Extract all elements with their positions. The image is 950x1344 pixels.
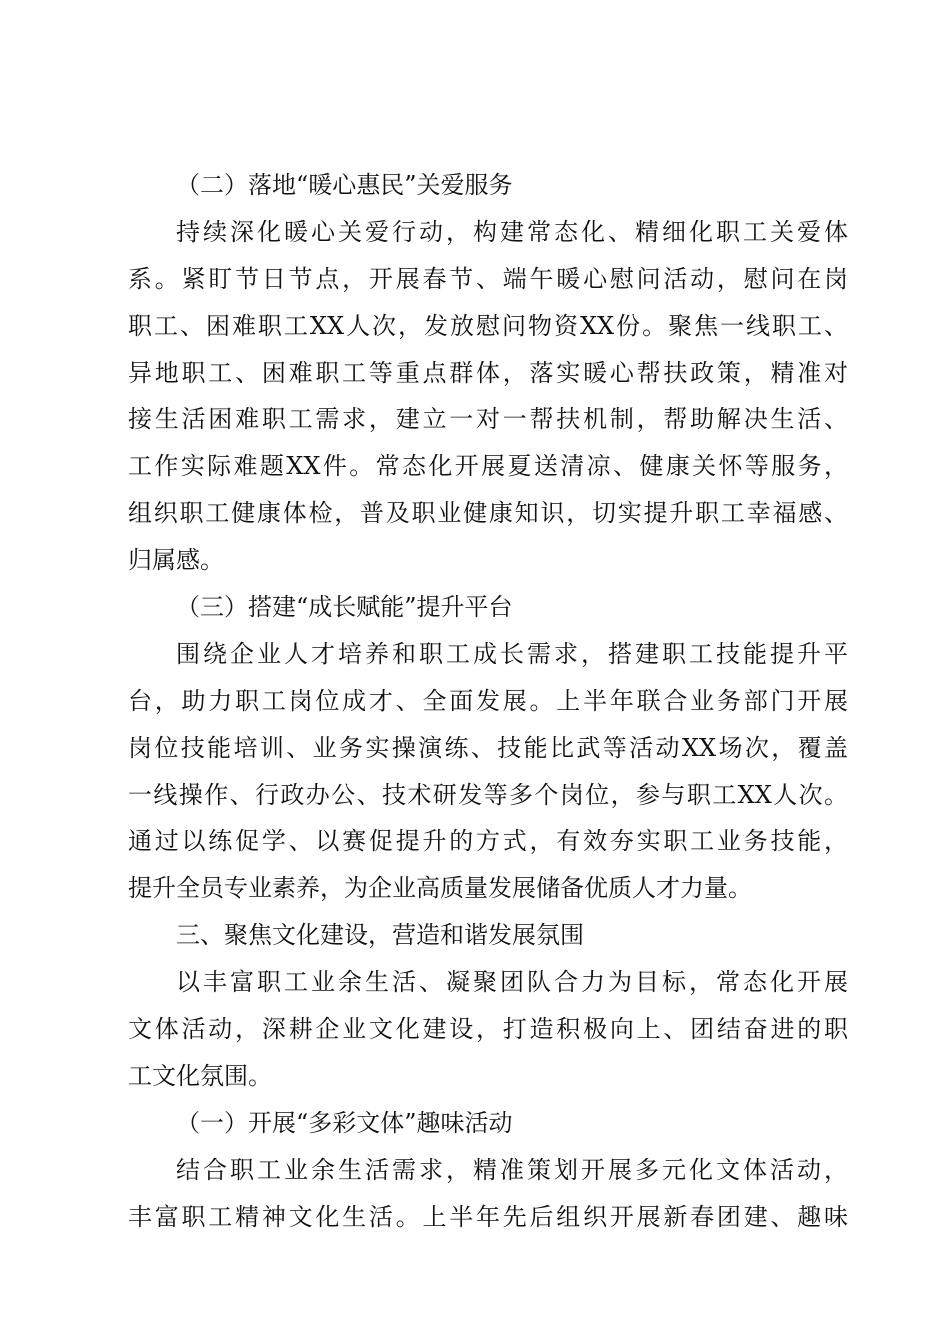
- paragraph-line: 结合职工业余生活需求，精准策划开展多元化文体活动，: [176, 1155, 848, 1184]
- paragraph-line: 归属感。: [128, 546, 224, 575]
- section-heading: （一）开展“多彩文体”趣味活动: [176, 1108, 513, 1137]
- paragraph-line: 工文化氛围。: [128, 1061, 272, 1090]
- paragraph-line: 组织职工健康体检，普及职业健康知识，切实提升职工幸福感、: [128, 499, 848, 528]
- paragraph-line: 职工、困难职工XX人次，发放慰问物资XX份。聚焦一线职工、: [128, 311, 848, 340]
- paragraph-line: 一线操作、行政办公、技术研发等多个岗位，参与职工XX人次。: [128, 780, 848, 809]
- section-heading: （二）落地“暖心惠民”关爱服务: [176, 171, 513, 199]
- paragraph-line: 异地职工、困难职工等重点群体，落实暖心帮扶政策，精准对: [128, 358, 848, 387]
- paragraph-line: 提升全员专业素养，为企业高质量发展储备优质人才力量。: [128, 874, 752, 903]
- section-heading: 三、聚焦文化建设，营造和谐发展氛围: [176, 921, 584, 950]
- paragraph-line: 台，助力职工岗位成才、全面发展。上半年联合业务部门开展: [128, 686, 848, 715]
- paragraph-line: 接生活困难职工需求，建立一对一帮扶机制，帮助解决生活、: [128, 405, 848, 434]
- document-page: [128, 162, 848, 1240]
- paragraph-line: 围绕企业人才培养和职工成长需求，搭建职工技能提升平: [176, 639, 848, 668]
- paragraph-line: 以丰富职工业余生活、凝聚团队合力为目标，常态化开展: [176, 968, 848, 997]
- paragraph-line: 工作实际难题XX件。常态化开展夏送清凉、健康关怀等服务，: [128, 452, 848, 481]
- paragraph-line: 通过以练促学、以赛促提升的方式，有效夯实职工业务技能，: [128, 827, 848, 856]
- paragraph-line: 丰富职工精神文化生活。上半年先后组织开展新春团建、趣味: [128, 1202, 848, 1231]
- section-heading: （三）搭建“成长赋能”提升平台: [176, 593, 513, 622]
- paragraph-line: 文体活动，深耕企业文化建设，打造积极向上、团结奋进的职: [128, 1015, 848, 1044]
- paragraph-line: 岗位技能培训、业务实操演练、技能比武等活动XX场次，覆盖: [128, 733, 848, 762]
- paragraph-line: 持续深化暖心关爱行动，构建常态化、精细化职工关爱体: [176, 217, 848, 246]
- paragraph-line: 系。紧盯节日节点，开展春节、端午暖心慰问活动，慰问在岗: [128, 264, 848, 293]
